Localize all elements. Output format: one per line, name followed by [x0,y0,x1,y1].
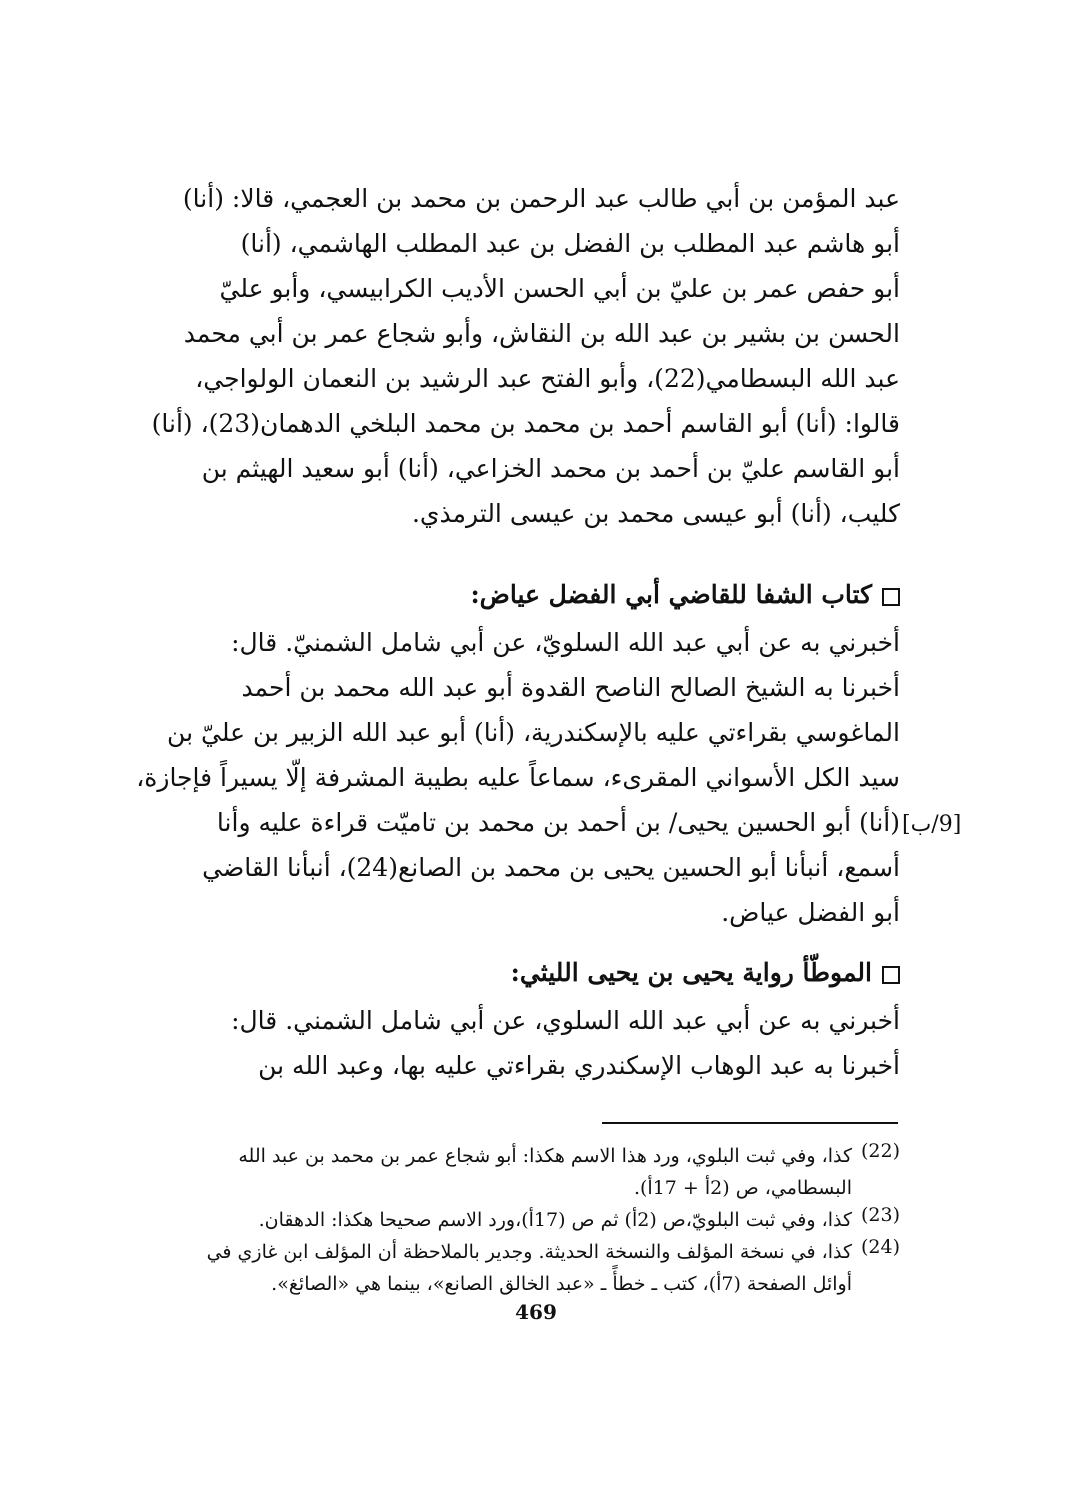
text-line: الماغوسي بقراءتي عليه بالإسكندرية، (أنا) أبو عبد الله الزبير بن عليّ بن [167,718,900,747]
section-heading-text: الموطّأ رواية يحيى بن يحيى الليثي: [510,958,872,987]
footnote-number: (23) [860,1204,900,1226]
text-line: (أنا) أبو الحسين يحيى/ بن أحمد بن محمد بن تاميّت قراءة عليه وأنا [216,808,900,837]
text-line: الحسن بن بشير بن عبد الله بن النقاش، وأبو شجاع عمر بن أبي محمد [183,319,900,348]
section-heading [190,570,900,620]
section-heading-text: كتاب الشفا للقاضي أبي الفضل عياض: [470,580,872,609]
footnote-24 [190,1236,900,1300]
footnote-line: البسطامي، ص (2أ + 17أ). [633,1177,852,1199]
text-line: كليب، (أنا) أبو عيسى محمد بن عيسى الترمذي. [411,499,900,528]
footnote-22 [190,1140,900,1204]
footnote-separator [602,1122,898,1124]
footnote-23 [190,1204,900,1236]
text-line: أخبرنا به عبد الوهاب الإسكندري بقراءتي عليه بها، وعبد الله بن [258,1051,900,1080]
footnote-line: كذا، في نسخة المؤلف والنسخة الحديثة. وجدير بالملاحظة أن المؤلف ابن غازي في [206,1241,852,1263]
footnote-number: (24) [860,1236,900,1258]
section-muwatta [190,948,900,1088]
text-line: أخبرني به عن أبي عبد الله السلويّ، عن أبي شامل الشمنيّ. قال: [231,628,900,657]
text-line: أبو هاشم عبد المطلب بن الفضل بن عبد المطلب الهاشمي، (أنا) [240,229,900,258]
folio-margin-note: [9/ب] [902,812,962,837]
footnotes [190,1140,900,1300]
text-line: سيد الكل الأسواني المقرىء، سماعاً عليه بطيبة المشرفة إلّا يسيراً فإجازة، [136,763,900,792]
footnote-line: أوائل الصفحة (7أ)، كتب ـ خطأً ـ «عبد الخالق الصانع»، بينما هي «الصائغ». [271,1273,852,1295]
page-number: 469 [515,1300,557,1324]
square-bullet-icon [882,966,900,984]
text-line: أبو الفضل عياض. [721,898,900,927]
text-line: أبو حفص عمر بن عليّ بن أبي الحسن الأديب الكرابيسي، وأبو عليّ [219,274,900,303]
footnote-line: كذا، وفي ثبت البلويّ،ص (2أ) ثم ص (17أ)،ورد الاسم صحيحا هكذا: الدهقان. [258,1209,852,1231]
section-heading [190,948,900,998]
paragraph-isnad-1 [151,176,900,536]
text-line: أبو القاسم عليّ بن أحمد بن محمد الخزاعي، (أنا) أبو سعيد الهيثم بن [201,454,900,483]
footnote-number: (22) [860,1140,900,1162]
square-bullet-icon [882,588,900,606]
text-line: عبد المؤمن بن أبي طالب عبد الرحمن بن محمد بن العجمي، قالا: (أنا) [182,184,900,213]
text-line: قالوا: (أنا) أبو القاسم أحمد بن محمد بن محمد البلخي الدهمان(23)، (أنا) [151,409,900,438]
text-line: أسمع، أنبأنا أبو الحسين يحيى بن محمد بن الصانع(24)، أنبأنا القاضي [202,853,900,882]
text-line: أخبرني به عن أبي عبد الله السلوي، عن أبي شامل الشمني. قال: [231,1006,900,1035]
section-shifa [136,570,900,935]
footnote-line: كذا، وفي ثبت البلوي، ورد هذا الاسم هكذا: أبو شجاع عمر بن محمد بن عبد الله [238,1145,852,1167]
text-line: عبد الله البسطامي(22)، وأبو الفتح عبد الرشيد بن النعمان الولواجي، [195,364,900,393]
text-line: أخبرنا به الشيخ الصالح الناصح القدوة أبو عبد الله محمد بن أحمد [241,673,900,702]
